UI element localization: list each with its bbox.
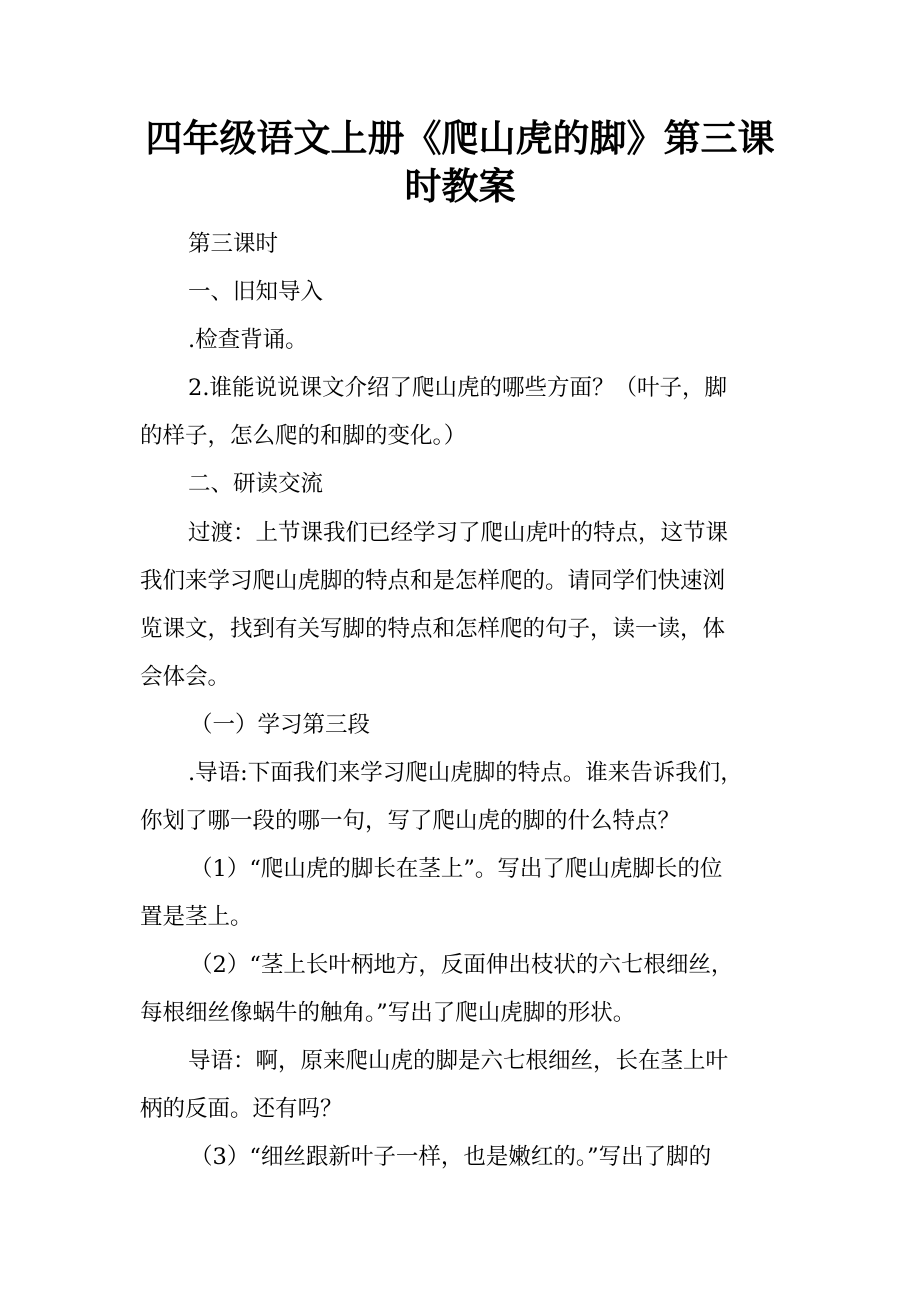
paragraph-line: 的样子，怎么爬的和脚的变化。） — [140, 423, 467, 449]
document-title-line-1: 四年级语文上册《爬山虎的脚》第三课 — [145, 116, 775, 160]
paragraph-line: 会体会。 — [140, 664, 231, 690]
paragraph-line: .导语:下面我们来学习爬山虎脚的特点。谁来告诉我们， — [188, 760, 743, 786]
paragraph-line: 导语：啊，原来爬山虎的脚是六七根细丝，长在茎上叶 — [188, 1048, 729, 1074]
section-heading-review: 一、旧知导入 — [188, 279, 324, 305]
paragraph-line: （3）“细丝跟新叶子一样，也是嫩红的。”写出了脚的 — [190, 1144, 712, 1170]
paragraph-line: 每根细丝像蜗牛的触角。”写出了爬山虎脚的形状。 — [140, 1000, 636, 1026]
paragraph-line: 2.谁能说说课文介绍了爬山虎的哪些方面？（叶子，脚 — [188, 375, 727, 401]
section-heading-study: 二、研读交流 — [188, 471, 324, 497]
paragraph-line: 柄的反面。还有吗？ — [140, 1096, 343, 1122]
lesson-period-heading: 第三课时 — [188, 231, 279, 257]
paragraph-line: 过渡：上节课我们已经学习了爬山虎叶的特点，这节课 — [188, 520, 729, 546]
paragraph-line: （2）“茎上长叶柄地方，反面伸出枝状的六七根细丝， — [190, 952, 734, 978]
paragraph-line: 览课文，找到有关写脚的特点和怎样爬的句子，读一读，体 — [140, 616, 726, 642]
paragraph-line: .检查背诵。 — [188, 327, 308, 353]
paragraph-line: 你划了哪一段的哪一句，写了爬山虎的脚的什么特点？ — [140, 808, 681, 834]
document-title-line-2: 时教案 — [404, 164, 516, 208]
paragraph-line: 我们来学习爬山虎脚的特点和是怎样爬的。请同学们快速浏 — [140, 568, 726, 594]
paragraph-line: 置是茎上。 — [140, 904, 253, 930]
subsection-heading: （一）学习第三段 — [190, 712, 371, 738]
paragraph-line: （1）“爬山虎的脚长在茎上”。写出了爬山虎脚长的位 — [190, 856, 723, 882]
